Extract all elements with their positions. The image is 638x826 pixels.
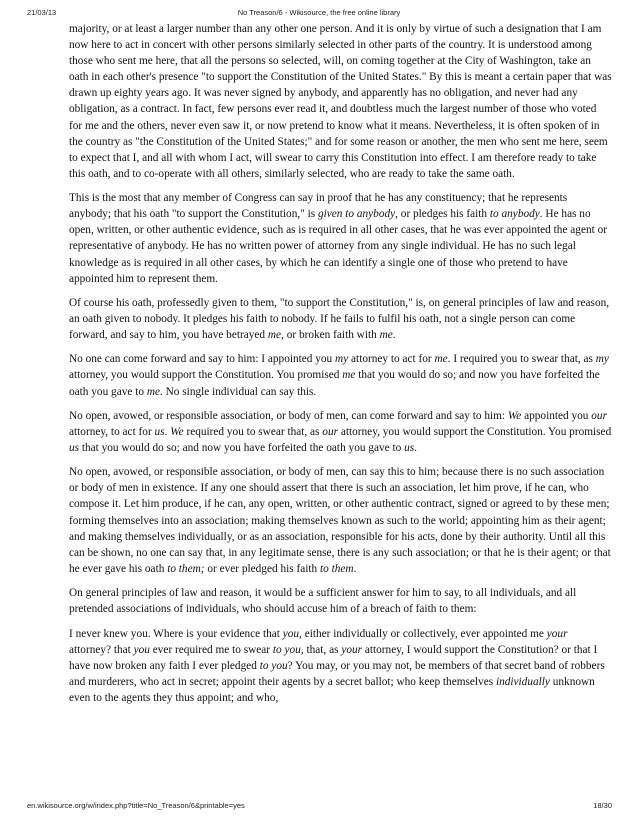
- text-run: that you would do so; and now you have forfeited the oath you gave to: [69, 369, 600, 398]
- text-run: .: [414, 442, 417, 454]
- paragraph: [69, 464, 612, 577]
- print-footer: [0, 801, 638, 815]
- paragraph: [69, 585, 612, 617]
- emphasis-text: to you: [272, 643, 301, 656]
- text-run: attorney, you would support the Constitution. You promised: [69, 369, 343, 382]
- emphasis-text: me: [146, 385, 160, 398]
- text-run: ? You may, or you may not, be members of that secret band of robbers and murderers, who act in secret; appoint their agents by a secret ballot; who keep themselves: [69, 659, 605, 688]
- emphasis-text: our: [591, 409, 607, 422]
- text-run: ever required me to swear: [149, 643, 273, 656]
- text-run: , or pledges his faith: [395, 208, 490, 221]
- page-number: 18/30: [593, 801, 612, 810]
- paragraph: [69, 190, 612, 287]
- emphasis-text: We: [170, 425, 184, 438]
- emphasis-text: me: [434, 353, 448, 366]
- paragraph: [69, 408, 612, 456]
- text-run: or ever pledged his faith: [204, 562, 320, 575]
- text-run: On general principles of law and reason, it would be a sufficient answer for him to say, to all individuals, and all pretended associations of individuals, who should accuse him of a breach of faith to them:: [69, 587, 577, 616]
- text-run: attorney, you would support the Constitution. You promised: [338, 425, 612, 438]
- emphasis-text: my: [335, 353, 349, 366]
- emphasis-text: our: [322, 425, 338, 438]
- text-run: , that, as: [300, 643, 342, 656]
- text-run: .: [392, 329, 396, 342]
- text-run: appointed you: [521, 409, 592, 422]
- article-body: [69, 21, 612, 714]
- text-run: .: [164, 425, 171, 438]
- text-run: required you to swear that, as: [183, 425, 323, 438]
- print-header: [0, 8, 638, 22]
- text-run: attorney, I would support the Constitution? or that I have now broken any faith I ever pledged: [69, 643, 598, 672]
- emphasis-text: us: [404, 442, 415, 454]
- text-run: . He has no open, written, or other authentic evidence, such as is required in all other cases, that he was ever appointed the agent or representative of anybody. He has no written power of attorney from any single individual. He has no such legal knowledge as is required in all other cases, by which he can identify a single one of those who pretend to have appointed him to represent them.: [69, 208, 607, 285]
- emphasis-text: your: [546, 627, 568, 640]
- emphasis-text: me: [342, 369, 356, 382]
- text-run: attorney, to act for: [69, 425, 155, 438]
- text-run: No one can come forward and say to him: I appointed you: [69, 353, 336, 366]
- emphasis-text: given to anybody: [317, 208, 396, 221]
- paragraph: [69, 351, 612, 399]
- text-run: I never knew you. Where is your evidence that: [69, 627, 283, 640]
- paragraph: [69, 626, 612, 706]
- text-run: attorney to act for: [348, 353, 435, 366]
- text-run: , either individually or collectively, ever appointed me: [299, 627, 547, 640]
- emphasis-text: you: [133, 643, 150, 656]
- text-run: unknown even to the agents they thus appoint; and who,: [69, 675, 595, 704]
- print-date: 21/03/13: [27, 8, 57, 17]
- text-run: attorney? that: [69, 643, 134, 656]
- text-run: majority, or at least a larger number than any other one person. And it is only by virtue of such a designation that I am now here to act in concert with other persons similarly selected in other parts of the country. It is understood among those who sent me here, that all the persons so selected, will, on coming together at the City of Washington, take an oath in each other's presence "to support the Constitution of the United States." By this is meant a certain paper that was drawn up eighty years ago. It was never signed by anybody, and apparently has no obligation, and never had any obligation, as a contract. In fact, few persons ever read it, and doubtless much the largest number of those who voted for me and the others, never even saw it, or now pretend to know what it means. Nevertheless, it is often spoken of in the country as "the Constitution of the United States;" and for some reason or another, the men who sent me here, seem to expect that I, and all with whom I act, will swear to carry this Constitution into effect. I am therefore ready to take this oath, and to co-operate with all others, similarly selected, who are ready to take the same oath.: [69, 23, 612, 180]
- text-run: . I required you to swear that, as: [447, 353, 596, 366]
- print-page-title: No Treason/6 - Wikisource, the free online library: [237, 8, 401, 17]
- text-run: that you would do so; and now you have forfeited the oath you gave to: [79, 442, 405, 454]
- text-run: . No single individual can say this.: [160, 385, 317, 398]
- paragraph: [69, 21, 612, 182]
- print-url: en.wikisource.org/w/index.php?title=No_Treason/6&printable=yes: [27, 801, 245, 810]
- paragraph: [69, 295, 612, 343]
- emphasis-text: to you: [259, 659, 288, 672]
- emphasis-text: to them: [319, 562, 354, 575]
- text-run: .: [353, 562, 357, 575]
- emphasis-text: your: [341, 643, 363, 656]
- emphasis-text: me: [379, 329, 393, 342]
- emphasis-text: me: [267, 329, 282, 342]
- emphasis-text: to them;: [167, 562, 205, 575]
- text-run: No open, avowed, or responsible association, or body of men, can come forward and say to him:: [69, 409, 508, 422]
- emphasis-text: us: [154, 425, 165, 438]
- emphasis-text: you: [282, 627, 300, 640]
- emphasis-text: individually: [495, 675, 550, 688]
- emphasis-text: We: [507, 409, 522, 422]
- text-run: This is the most that any member of Congress can say in proof that he has any constituency; that he represents anybody; that his oath "to support the Constitution," is: [69, 192, 568, 221]
- emphasis-text: my: [595, 353, 609, 366]
- emphasis-text: to anybody: [489, 208, 540, 221]
- text-run: No open, avowed, or responsible association, or body of men, can say this to him; because there is no such association or body of men in existence. If any one should assert that there is such an association, let him prove, if he can, who compose it. Let him produce, if he can, any open, written, or other authentic contract, signed or agreed to by these men; forming themselves into an association; making themselves known as such to the world; appointing him as their agent; and making themselves individually, or as an association, responsible for his acts, done by their authority. Until all this can be shown, no one can say that, in any legitimate sense, there is any such association; or that he is their agent; or that he ever gave his oath: [69, 466, 611, 575]
- text-run: , or broken faith with: [281, 329, 380, 342]
- emphasis-text: us: [69, 442, 80, 454]
- text-run: Of course his oath, professedly given to them, "to support the Constitution," is, on general principles of law and reason, an oath given to nobody. It pledges his faith to nobody. If he fails to fulfil his oath, not a single person can come forward, and say to him, you have betrayed: [69, 296, 610, 342]
